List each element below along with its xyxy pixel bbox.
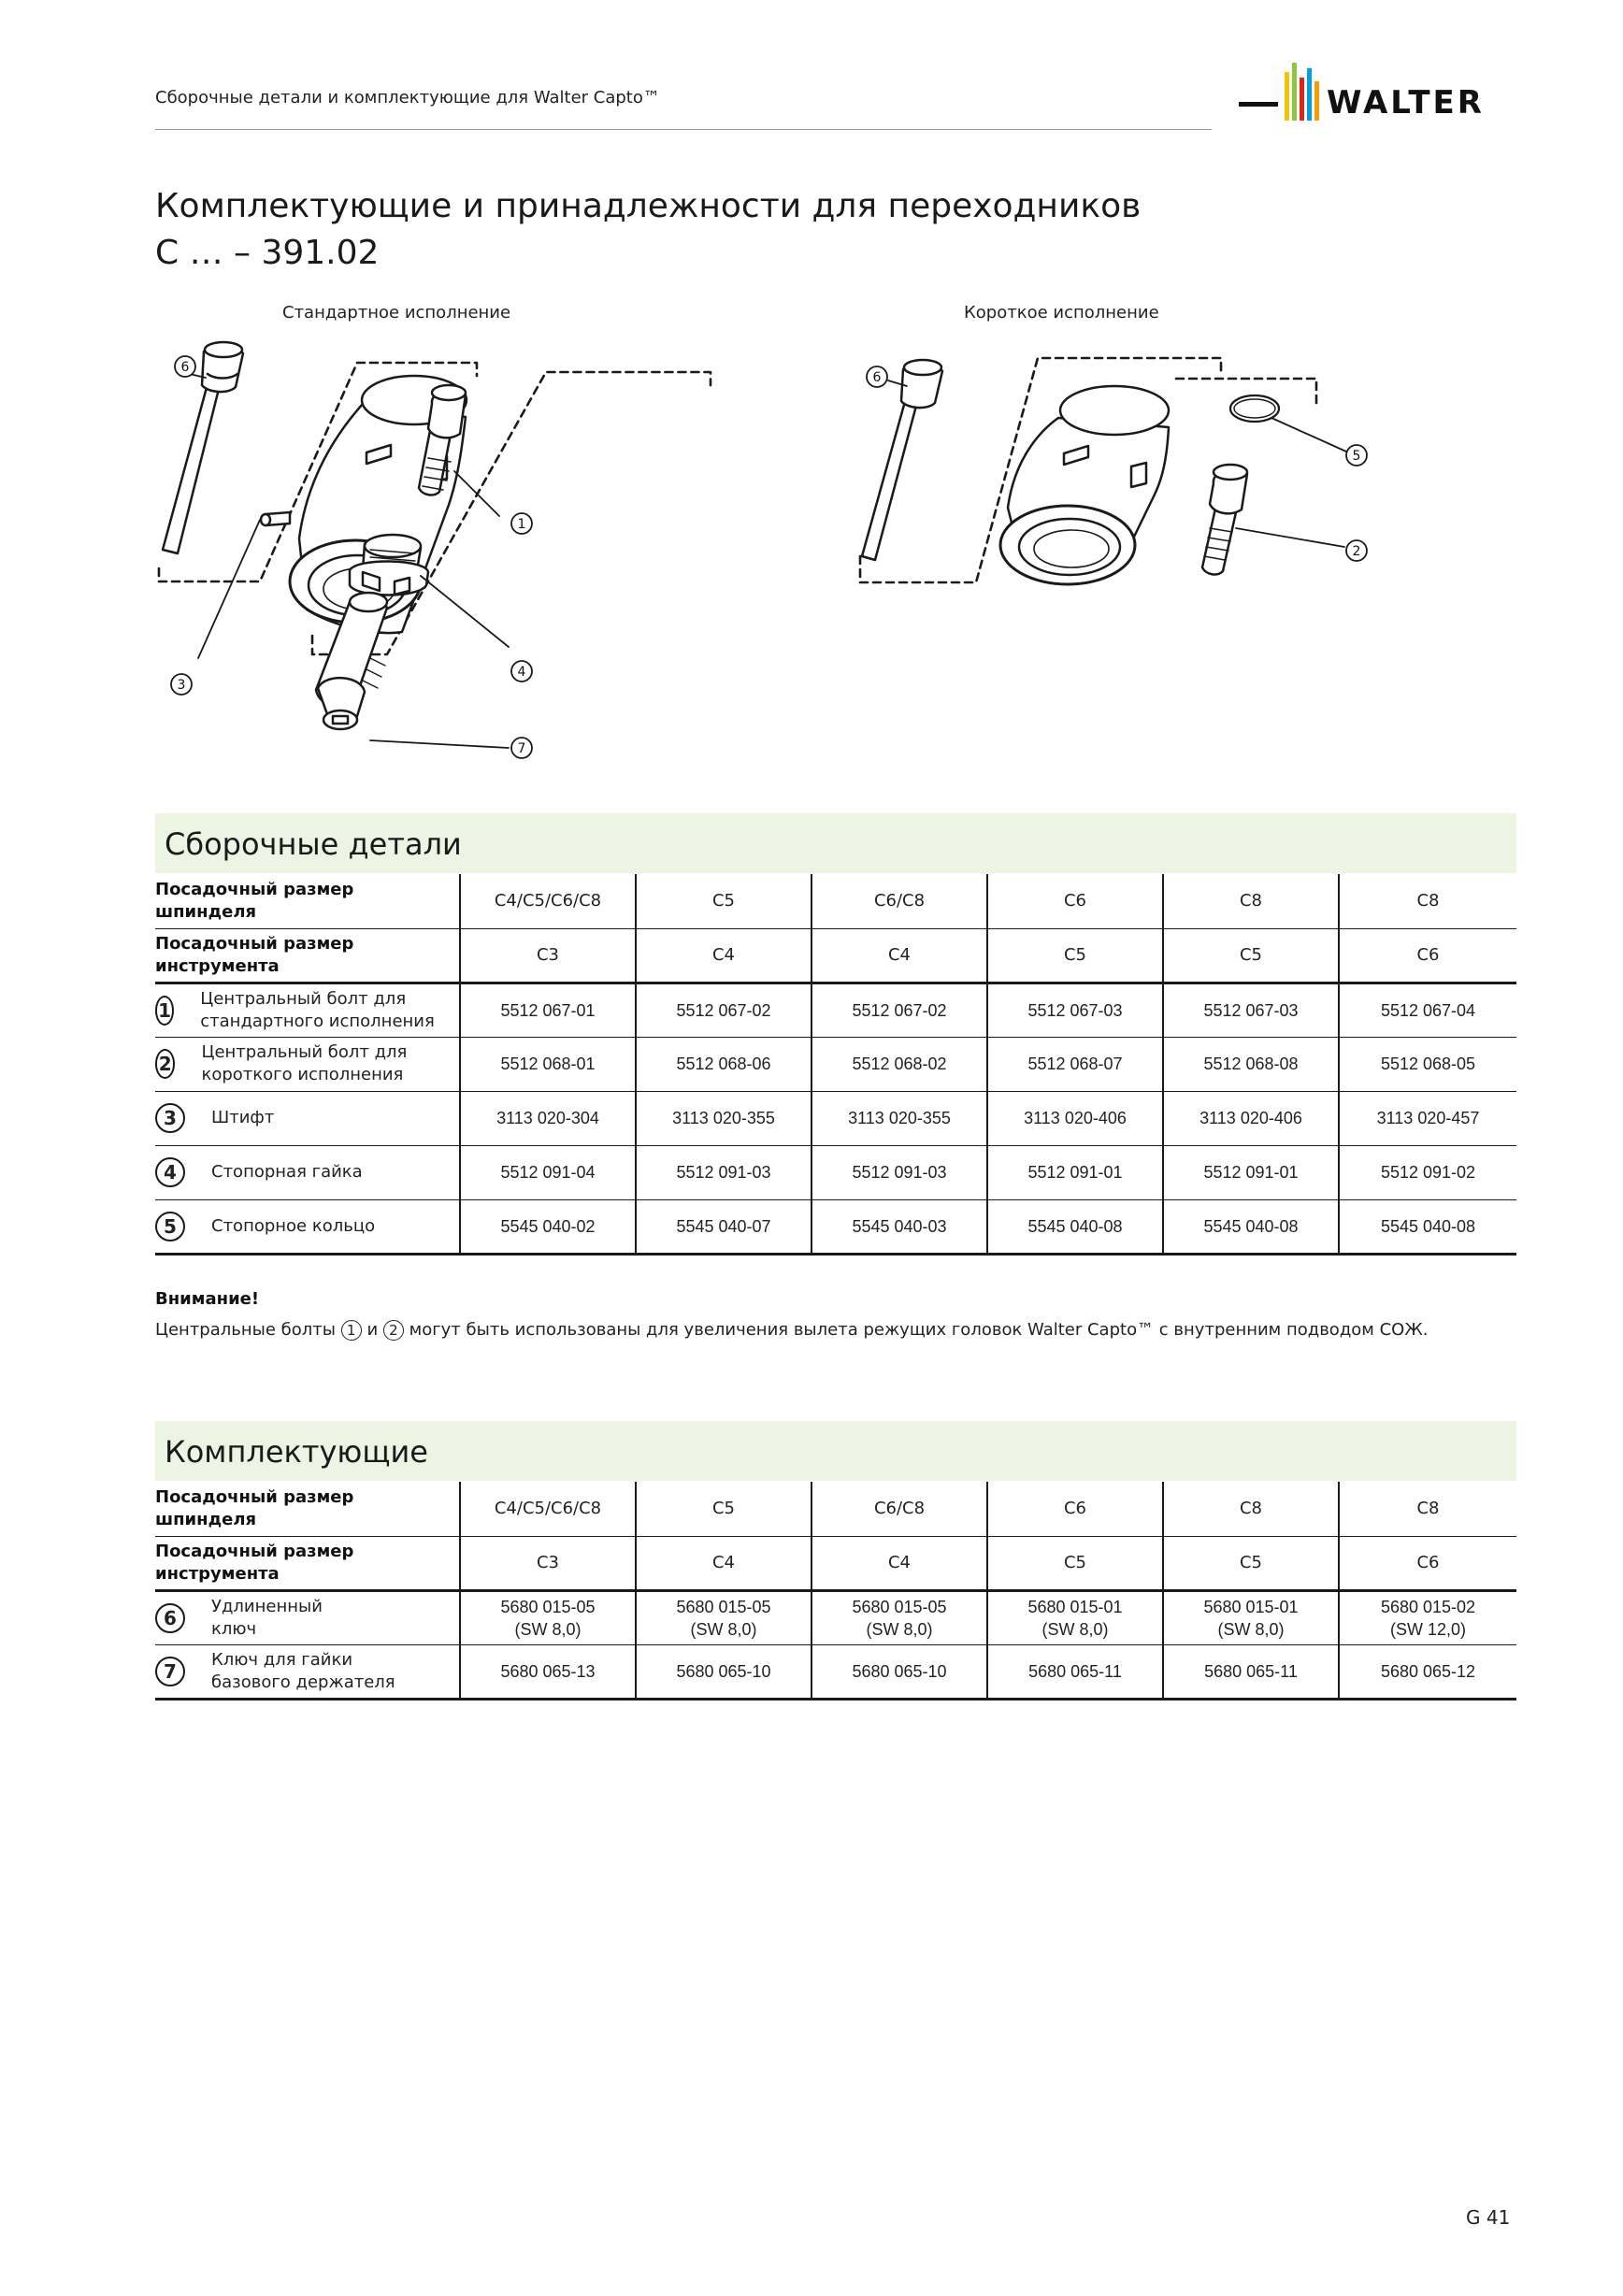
part-code-cell: 5512 091-04 bbox=[460, 1145, 636, 1199]
part-code-cell: 5680 065-11 bbox=[987, 1644, 1163, 1699]
part-code-cell: 5512 067-01 bbox=[460, 983, 636, 1037]
logo-bar bbox=[1285, 72, 1289, 121]
spindle-size-cell: C5 bbox=[636, 1482, 812, 1536]
logo-text: WALTER bbox=[1327, 84, 1485, 122]
part-label-cell bbox=[155, 1091, 460, 1145]
part-code-cell: 5545 040-08 bbox=[987, 1199, 1163, 1254]
running-header: Сборочные детали и комплектующие для Walter Capto™ bbox=[155, 88, 660, 108]
tool-size-label: Посадочный размер инструмента bbox=[155, 1536, 460, 1590]
part-code-cell: 3113 020-406 bbox=[987, 1091, 1163, 1145]
tool-size-cell: C5 bbox=[1163, 1536, 1339, 1590]
part-label-cell bbox=[155, 1199, 460, 1254]
part-label: Ключ для гайки базового держателя bbox=[211, 1649, 395, 1692]
part-code-cell: 5512 091-03 bbox=[812, 1145, 987, 1199]
part-code-cell: 5545 040-07 bbox=[636, 1199, 812, 1254]
part-code-cell: 5512 091-03 bbox=[636, 1145, 812, 1199]
short-assembly-diagram bbox=[851, 341, 1393, 622]
spindle-size-cell: C8 bbox=[1339, 874, 1516, 928]
svg-text:6: 6 bbox=[872, 370, 882, 385]
short-caption: Короткое исполнение bbox=[964, 303, 1159, 323]
part-number-badge: 7 bbox=[155, 1657, 185, 1686]
table-row bbox=[155, 1091, 1516, 1145]
part-label: Стопорная гайка bbox=[211, 1162, 363, 1182]
spindle-size-label: Посадочный размер шпинделя bbox=[155, 874, 460, 928]
part-label-cell bbox=[155, 1145, 460, 1199]
header-rule bbox=[155, 129, 1212, 130]
spindle-size-cell: C6/C8 bbox=[812, 874, 987, 928]
part-code-cell: 5512 068-02 bbox=[812, 1037, 987, 1091]
spindle-size-label: Посадочный размер шпинделя bbox=[155, 1482, 460, 1536]
part-code-cell: 5512 067-03 bbox=[987, 983, 1163, 1037]
part-code-cell: 5680 065-10 bbox=[636, 1644, 812, 1699]
part-label: Штифт bbox=[211, 1108, 275, 1127]
spindle-size-cell: C8 bbox=[1339, 1482, 1516, 1536]
part-code-cell: 5512 067-04 bbox=[1339, 983, 1516, 1037]
table-row bbox=[155, 1199, 1516, 1254]
svg-text:1: 1 bbox=[517, 517, 526, 532]
part-code-cell: 5512 067-02 bbox=[812, 983, 987, 1037]
part-code-cell: 3113 020-406 bbox=[1163, 1091, 1339, 1145]
part-label-cell bbox=[155, 1037, 460, 1091]
assembly-section-header bbox=[155, 813, 1516, 873]
svg-text:5: 5 bbox=[1352, 449, 1361, 464]
tool-size-cell: C4 bbox=[812, 928, 987, 983]
assembly-table bbox=[155, 874, 1516, 1256]
tool-size-row bbox=[155, 928, 1516, 983]
note-text bbox=[155, 1320, 1428, 1341]
logo-bar bbox=[1307, 68, 1312, 121]
part-number-badge: 1 bbox=[155, 996, 174, 1026]
table-row bbox=[155, 1145, 1516, 1199]
tool-size-row bbox=[155, 1536, 1516, 1590]
part-number-badge: 5 bbox=[155, 1212, 185, 1241]
spindle-size-cell: C5 bbox=[636, 874, 812, 928]
table-row bbox=[155, 1037, 1516, 1091]
note-conjunction: и bbox=[366, 1320, 379, 1340]
part-label: Центральный болт для короткого исполнения bbox=[201, 1042, 408, 1084]
tool-size-cell: C3 bbox=[460, 1536, 636, 1590]
page-title bbox=[155, 183, 1371, 277]
page-title-line2: C … – 391.02 bbox=[155, 234, 380, 272]
assembly-section-title: Сборочные детали bbox=[165, 826, 462, 862]
accessories-section-title: Комплектующие bbox=[165, 1434, 428, 1470]
part-code-cell: 3113 020-355 bbox=[636, 1091, 812, 1145]
svg-text:2: 2 bbox=[1352, 544, 1361, 559]
table-row bbox=[155, 1644, 1516, 1699]
note-number-badge: 2 bbox=[383, 1320, 404, 1341]
part-code-cell: 5680 065-11 bbox=[1163, 1644, 1339, 1699]
part-code-cell: 5512 068-06 bbox=[636, 1037, 812, 1091]
part-label-cell bbox=[155, 983, 460, 1037]
part-code-cell: 5680 015-01 (SW 8,0) bbox=[987, 1590, 1163, 1644]
part-code-cell: 5545 040-02 bbox=[460, 1199, 636, 1254]
logo-bar bbox=[1292, 63, 1297, 121]
part-code-cell: 5512 068-07 bbox=[987, 1037, 1163, 1091]
accessories-section-header bbox=[155, 1421, 1516, 1481]
part-code-cell: 5680 065-10 bbox=[812, 1644, 987, 1699]
part-label: Удлиненный ключ bbox=[211, 1596, 323, 1639]
svg-text:6: 6 bbox=[180, 360, 190, 375]
part-code-cell: 5680 015-05 (SW 8,0) bbox=[636, 1590, 812, 1644]
table-row bbox=[155, 1590, 1516, 1644]
tool-size-cell: C4 bbox=[636, 928, 812, 983]
part-code-cell: 5545 040-08 bbox=[1163, 1199, 1339, 1254]
spindle-size-row bbox=[155, 1482, 1516, 1536]
page-number: G 41 bbox=[1466, 2206, 1511, 2229]
tool-size-cell: C3 bbox=[460, 928, 636, 983]
svg-text:3: 3 bbox=[177, 678, 186, 693]
part-number-badge: 3 bbox=[155, 1103, 185, 1133]
part-code-cell: 5512 091-01 bbox=[987, 1145, 1163, 1199]
note-number-badge: 1 bbox=[341, 1320, 362, 1341]
part-label-cell bbox=[155, 1590, 460, 1644]
part-code-cell: 5512 091-02 bbox=[1339, 1145, 1516, 1199]
part-code-cell: 5512 091-01 bbox=[1163, 1145, 1339, 1199]
part-number-badge: 6 bbox=[155, 1603, 185, 1633]
tool-size-cell: C5 bbox=[1163, 928, 1339, 983]
part-code-cell: 5680 065-12 bbox=[1339, 1644, 1516, 1699]
spindle-size-cell: C4/C5/C6/C8 bbox=[460, 874, 636, 928]
table-row bbox=[155, 983, 1516, 1037]
part-code-cell: 5680 065-13 bbox=[460, 1644, 636, 1699]
logo-bar bbox=[1300, 78, 1304, 121]
logo-bar bbox=[1314, 81, 1319, 121]
part-code-cell: 5680 015-02 (SW 12,0) bbox=[1339, 1590, 1516, 1644]
part-label: Центральный болт для стандартного исполнения bbox=[200, 988, 435, 1031]
part-code-cell: 5512 067-03 bbox=[1163, 983, 1339, 1037]
part-label-cell bbox=[155, 1644, 460, 1699]
part-code-cell: 5545 040-08 bbox=[1339, 1199, 1516, 1254]
part-code-cell: 5545 040-03 bbox=[812, 1199, 987, 1254]
part-code-cell: 5680 015-01 (SW 8,0) bbox=[1163, 1590, 1339, 1644]
walter-logo bbox=[1239, 61, 1519, 136]
spindle-size-cell: C6/C8 bbox=[812, 1482, 987, 1536]
part-code-cell: 5680 015-05 (SW 8,0) bbox=[460, 1590, 636, 1644]
part-number-badge: 4 bbox=[155, 1157, 185, 1187]
svg-text:7: 7 bbox=[517, 741, 526, 756]
part-code-cell: 5512 067-02 bbox=[636, 983, 812, 1037]
part-number-badge: 2 bbox=[155, 1049, 175, 1079]
part-code-cell: 3113 020-355 bbox=[812, 1091, 987, 1145]
tool-size-cell: C6 bbox=[1339, 928, 1516, 983]
tool-size-cell: C4 bbox=[812, 1536, 987, 1590]
tool-size-cell: C5 bbox=[987, 1536, 1163, 1590]
part-code-cell: 3113 020-457 bbox=[1339, 1091, 1516, 1145]
part-label: Стопорное кольцо bbox=[211, 1215, 376, 1236]
tool-size-cell: C4 bbox=[636, 1536, 812, 1590]
spindle-size-row bbox=[155, 874, 1516, 928]
spindle-size-cell: C6 bbox=[987, 1482, 1163, 1536]
accessories-table bbox=[155, 1482, 1516, 1700]
note-title: Внимание! bbox=[155, 1289, 260, 1309]
svg-text:4: 4 bbox=[517, 665, 526, 680]
part-code-cell: 5512 068-01 bbox=[460, 1037, 636, 1091]
spindle-size-cell: C6 bbox=[987, 874, 1163, 928]
page-title-line1: Комплектующие и принадлежности для переходников bbox=[155, 187, 1142, 225]
note-text-before: Центральные болты bbox=[155, 1320, 336, 1340]
spindle-size-cell: C8 bbox=[1163, 1482, 1339, 1536]
part-code-cell: 5680 015-05 (SW 8,0) bbox=[812, 1590, 987, 1644]
note-text-after: могут быть использованы для увеличения вылета режущих головок Walter Capto™ с внутренним подводом СОЖ. bbox=[409, 1320, 1429, 1340]
standard-assembly-diagram bbox=[150, 337, 729, 785]
standard-caption: Стандартное исполнение bbox=[282, 303, 511, 323]
tool-size-cell: C5 bbox=[987, 928, 1163, 983]
spindle-size-cell: C8 bbox=[1163, 874, 1339, 928]
tool-size-cell: C6 bbox=[1339, 1536, 1516, 1590]
tool-size-label: Посадочный размер инструмента bbox=[155, 928, 460, 983]
spindle-size-cell: C4/C5/C6/C8 bbox=[460, 1482, 636, 1536]
part-code-cell: 5512 068-05 bbox=[1339, 1037, 1516, 1091]
part-code-cell: 5512 068-08 bbox=[1163, 1037, 1339, 1091]
part-code-cell: 3113 020-304 bbox=[460, 1091, 636, 1145]
